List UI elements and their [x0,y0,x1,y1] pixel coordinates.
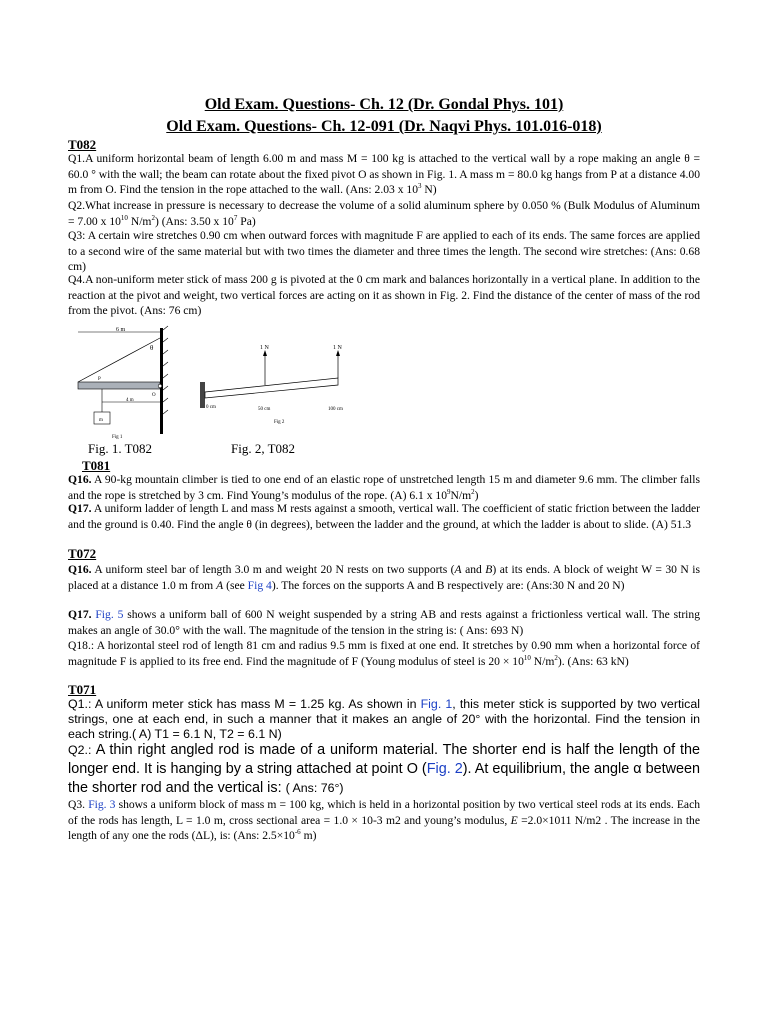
fig1-m-label: m [99,418,103,423]
fig2-pivot-block [200,382,205,408]
t071-fig2-link[interactable]: Fig. 2 [426,761,463,777]
t071-q1: Q1.: A uniform meter stick has mass M = 1.25 kg. As shown in Fig. 1, this meter stick is supported by two vertical strings, one at each end, in such a manner that it makes an angle of 20° with the horizontal. Find the tension in each string.( A) T1 = 6.1 N, T2 = 6.1 N) [68,697,700,742]
fig2-tick-0: 0 cm [206,405,216,410]
section-t072: T072 [68,546,97,561]
fig1-top-label: 6 m [116,327,126,333]
t082-q2: Q2.What increase in pressure is necessary to decrease the volume of a solid aluminum sphere by 0.050 % (Bulk Modulus of Aluminum = 7.00 x $10^{10}$ $N/m^2$) (Ans: 3.50 x $10^7$ Pa) [68,199,700,228]
fig2-tick-50: 50 cm [258,407,271,412]
t082-q4: Q4.A non-uniform meter stick of mass 200 g is pivoted at the 0 cm mark and balances horizontally in a vertical plane. In addition to the reaction at the pivot and weight, two vertical forces are acting on it as shown in Fig. 2. Find the distance of the center of mass of the rod from the pivot. (Ans: 76 cm) [68,273,700,318]
t082-q3: Q3: A certain wire stretches 0.90 cm when outward forces with magnitude F are applied to each of its ends. The same forces are applied to a second wire of the same material but with two times the diameter and three times the length. The second wire stretches: (Ans: 0.68 cm) [68,229,700,274]
fig1-wall [160,328,163,434]
t082-q1: Q1.A uniform horizontal beam of length 6.00 m and mass M = 100 kg is attached to the vertical wall by a rope making an angle θ = 60.0 ° with the wall; the beam can rotate about the fixed pivot O as shown in Fig. 1. A mass m = 80.0 kg hangs from P at a distance 4.00 m from O. Find the tension in the rope attached to the wall. (Ans: 2.03 x $10^3$ N) [68,152,700,197]
fig1-pivot [158,384,162,388]
fig1-small-caption: Fig 1 [112,435,123,440]
t081-q17: Q17. A uniform ladder of length L and mass M rests against a smooth, vertical wall. The coefficient of static friction between the ladder and the ground is 0.40. Find the angle θ (in degrees), between the ladder and the ground, at which the ladder is about to slide. (A) 51.3 [68,502,700,531]
fig1-caption: Fig. 1. T082 [88,441,153,456]
t071-q2: Q2.: A thin right angled rod is made of a uniform material. The shorter end is half the length of the longer end. It is hanging by a string attached at point O (Fig. 2). At equilibrium, the angle α between the shorter rod and the vertical is: ( Ans: 76°) [68,742,701,796]
fig1-theta: θ [150,344,154,352]
fig1-o-label: O [152,393,156,398]
fig2-small-caption: Fig 2 [274,420,285,425]
fig5-link[interactable]: Fig. 5 [95,608,124,621]
t072-q17: Q17. Fig. 5 shows a uniform ball of 600 N weight suspended by a string AB and rests against a frictionless vertical wall. The string makes an angle of 30.0° with the wall. The magnitude of the tension in the string is: ( Ans: 693 N) [68,608,700,637]
t071-fig1-link[interactable]: Fig. 1 [420,697,453,711]
section-t071: T071 [68,682,97,697]
t081-q16: Q16. A 90-kg mountain climber is tied to one end of an elastic rope of unstretched length 15 m and diameter 9.6 mm. The climber falls and the rope is stretched by 3 cm. Find Young’s modulus of the rope. (A) 6.1 x $10^9N/m^2$) [68,473,700,502]
t071-q3: Q3. Fig. 3 shows a uniform block of mass m = 100 kg, which is held in a horizontal position by two vertical steel rods at its ends. Each of the rods has length, L = 1.0 m, cross sectional area = 1.0 × 10-3 m2 and young’s modulus, E =2.0×1011 N/m2 . The increase in the length of any one the rods (ΔL), is: (Ans: $2.5\times 10^{-6}$ m) [68,798,701,843]
fig2-tick-100: 100 cm [328,407,343,412]
fig2-stick [205,378,338,398]
fig1-dist-label: 4 m [126,398,134,403]
title-line-1: Old Exam. Questions- Ch. 12 (Dr. Gondal Phys. 101) [204,96,564,113]
t071-fig3-link[interactable]: Fig. 3 [88,798,116,811]
section-t082: T082 [68,137,97,152]
t072-q18: Q18.: A horizontal steel rod of length 81 cm and radius 9.5 mm is fixed at one end. It stretches by 0.90 mm when a horizontal force of magnitude F is applied to its free end. Find the magnitude of F (Young modulus of steel is $20 \times 10^{10}$ $N/m^2$). (Ans: 63 kN) [68,639,700,668]
figure-2 [198,340,358,428]
fig4-link[interactable]: Fig 4 [247,578,272,592]
fig2-force1-label: 1 N [260,345,269,351]
title-line-2: Old Exam. Questions- Ch. 12-091 (Dr. Naqvi Phys. 101.016-018) [166,118,602,135]
figure-1 [68,322,178,440]
fig2-caption: Fig. 2, T082 [231,441,296,456]
t072-q16: Q16. A uniform steel bar of length 3.0 m and weight 20 N rests on two supports (A and B) at its ends. A block of weight W = 30 N is placed at a distance 1.0 m from A (see Fig 4). The forces on the supports A and B respectively are: (Ans:30 N and 20 N) [68,563,700,592]
fig1-p-label: P [98,377,101,382]
section-t081: T081 [82,458,111,473]
fig1-rope [78,338,160,382]
fig2-force2-label: 1 N [333,345,342,351]
fig1-beam [78,382,160,389]
